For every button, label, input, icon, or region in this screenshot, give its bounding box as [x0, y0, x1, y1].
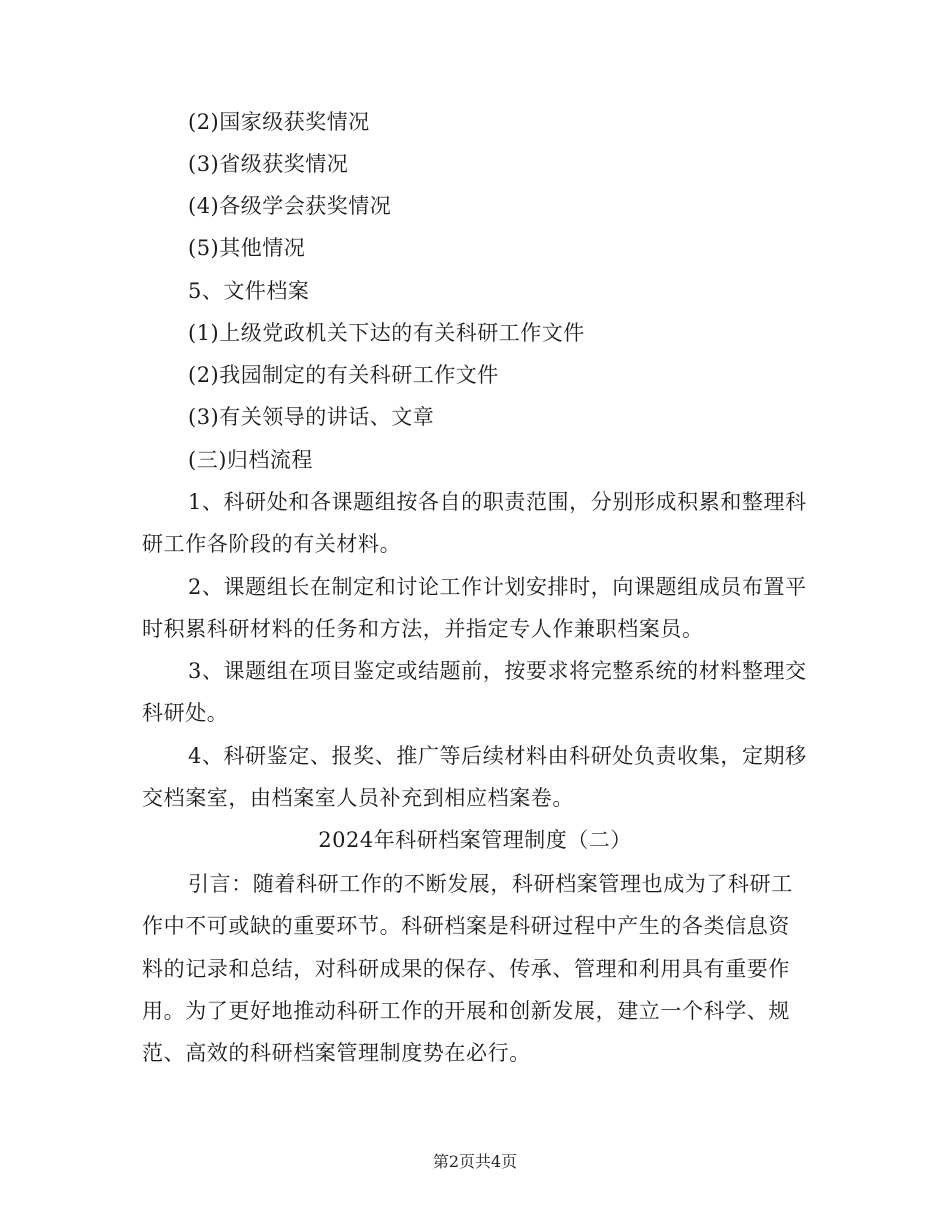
list-item: (5)其他情况	[188, 236, 306, 260]
paragraph-line: 引言：随着科研工作的不断发展，科研档案管理也成为了科研工	[188, 872, 793, 896]
paragraph-line: 2、课题组长在制定和讨论工作计划安排时，向课题组成员布置平	[188, 575, 807, 599]
list-item: (4)各级学会获奖情况	[188, 194, 392, 218]
paragraph-line: 时积累科研材料的任务和方法，并指定专人作兼职档案员。	[142, 617, 704, 641]
section-heading: 5、文件档案	[188, 279, 310, 303]
list-item: (2)国家级获奖情况	[188, 110, 370, 134]
list-item: (2)我园制定的有关科研工作文件	[188, 363, 499, 387]
paragraph-line: 料的记录和总结，对科研成果的保存、传承、管理和利用具有重要作	[142, 957, 790, 981]
paragraph-line: 4、科研鉴定、报奖、推广等后续材料由科研处负责收集，定期移	[188, 744, 807, 768]
list-item: (3)省级获奖情况	[188, 152, 349, 176]
list-item: (3)有关领导的讲话、文章	[188, 405, 435, 429]
paragraph-line: 用。为了更好地推动科研工作的开展和创新发展，建立一个科学、规	[142, 999, 790, 1023]
paragraph-line: 3、课题组在项目鉴定或结题前，按要求将完整系统的材料整理交	[188, 659, 807, 683]
paragraph-line: 科研处。	[142, 701, 229, 725]
paragraph-line: 交档案室，由档案室人员补充到相应档案卷。	[142, 786, 574, 810]
list-item: (1)上级党政机关下达的有关科研工作文件	[188, 321, 585, 345]
paragraph-line: 1、科研处和各课题组按各自的职责范围，分别形成积累和整理科	[188, 490, 807, 514]
subsection-heading: (三)归档流程	[188, 448, 313, 472]
page-number: 第2页共4页	[432, 1152, 518, 1171]
paragraph-line: 范、高效的科研档案管理制度势在必行。	[142, 1041, 531, 1065]
paragraph-line: 研工作各阶段的有关材料。	[142, 532, 402, 556]
section-title: 2024年科研档案管理制度（二）	[318, 828, 632, 852]
paragraph-line: 作中不可或缺的重要环节。科研档案是科研过程中产生的各类信息资	[142, 914, 790, 938]
